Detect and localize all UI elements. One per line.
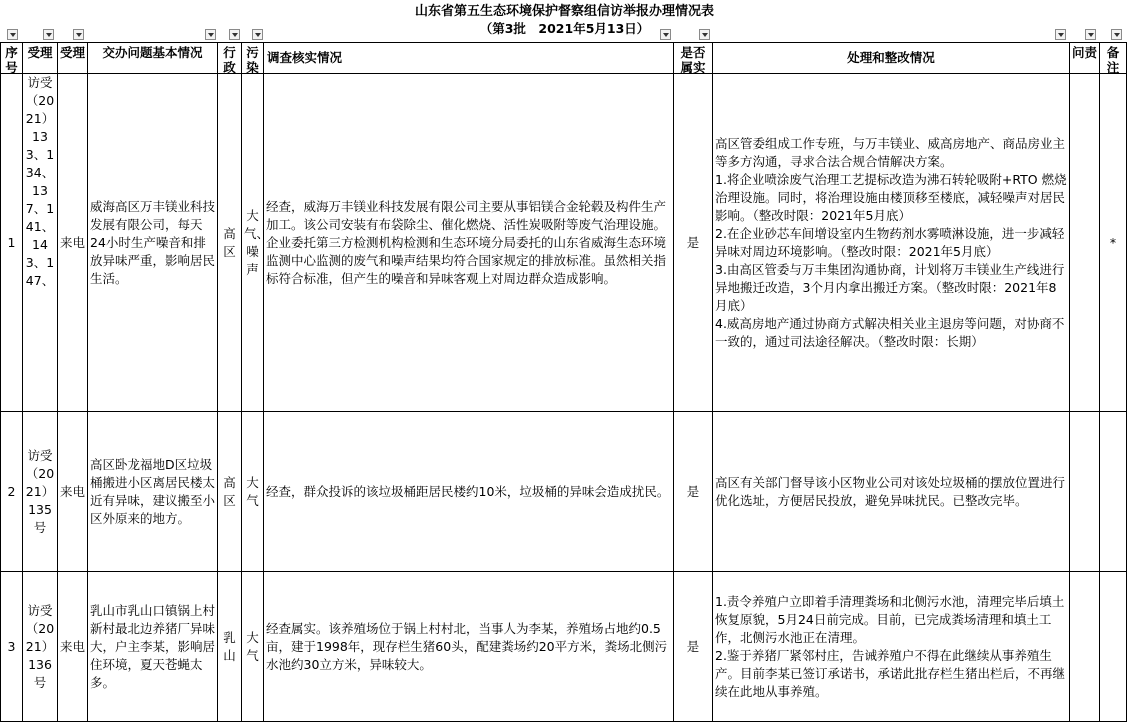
cell-verified: 是 [674,74,713,412]
handling-paragraph: 2.在企业砂芯车间增设室内生物药剂水雾喷淋设施，进一步减轻异味对周边环境影响。（整改时限：2021年5月底） [715,225,1065,259]
header-district: 行政 [218,43,242,74]
header-issue: 交办问题基本情况 [88,43,218,74]
report-table [0,42,1127,722]
handling-paragraph: 高区有关部门督导该小区物业公司对该处垃圾桶的摆放位置进行优化选址，方便居民投放，避免异味扰民。已整改完毕。 [715,474,1066,508]
cell-accept-type: 来电 [58,572,88,722]
cell-accept-no: 访受（2021）135号 [23,412,58,572]
cell-remarks [1100,572,1127,722]
cell-seq: 3 [1,572,23,722]
handling-paragraph: 3.由高区管委与万丰集团沟通协商，计划将万丰镁业生产线进行异地搬迁改造，3个月内拿出搬迁方案。（整改时限：2021年8月底） [715,261,1065,313]
cell-accept-no: 访受（2021）133、134、137、141、143、147、 [23,74,58,412]
cell-accountability [1070,572,1100,722]
cell-investigation: 经查属实。该养殖场位于锅上村村北，当事人为李某，养殖场占地约0.5亩，建于1998年，现存栏生猪60头，配建粪场约20平方米，粪场北侧污水池约30立方米，异味较大。 [264,572,674,722]
cell-accountability [1070,74,1100,412]
cell-district: 高区 [218,74,242,412]
filter-dropdown-icon[interactable] [43,29,54,40]
cell-accept-no: 访受（2021）136号 [23,572,58,722]
cell-verified: 是 [674,412,713,572]
cell-district: 乳山 [218,572,242,722]
handling-paragraph: 4.威高房地产通过协商方式解决相关业主退房等问题，对协商不一致的，通过司法途径解决。（整改时限：长期） [715,315,1065,349]
cell-seq: 1 [1,74,23,412]
table-row [1,412,1127,572]
filter-dropdown-icon[interactable] [252,29,263,40]
cell-accept-type: 来电 [58,74,88,412]
filter-dropdown-icon[interactable] [1085,29,1096,40]
document-subtitle: （第3批 2021年5月13日） [479,21,650,36]
document-title: 山东省第五生态环境保护督察组信访举报办理情况表 [414,4,714,19]
filter-dropdown-icon[interactable] [7,29,18,40]
cell-remarks: * [1100,74,1127,412]
table-row [1,572,1127,722]
header-investigation: 调查核实情况 [264,43,674,74]
handling-paragraph: 1.将企业喷涂废气治理工艺提标改造为沸石转轮吸附+RTO 燃烧治理设施。同时，将治理设施由楼顶移至楼底，减轻噪声对居民影响。（整改时限：2021年5月底） [715,171,1067,223]
table-row [1,74,1127,412]
filter-dropdown-icon[interactable] [73,29,84,40]
header-remarks: 备注 [1100,43,1127,74]
cell-verified: 是 [674,572,713,722]
cell-issue: 威海高区万丰镁业科技发展有限公司，每天24小时生产噪音和排放异味严重，影响居民生活。 [88,74,218,412]
cell-handling [713,74,1070,412]
handling-paragraph: 高区管委组成工作专班，与万丰镁业、威高房地产、商品房业主等多方沟通，寻求合法合规合情解决方案。 [715,135,1066,169]
cell-pollution: 大气 [242,412,264,572]
cell-seq: 2 [1,412,23,572]
cell-accountability [1070,412,1100,572]
cell-issue: 高区卧龙福地D区垃圾桶搬进小区离居民楼太近有异味，建议搬至小区外原来的地方。 [88,412,218,572]
handling-paragraph: 1.责令养殖户立即着手清理粪场和北侧污水池，清理完毕后填土恢复原貌，5月24日前完成。目前，已完成粪场清理和填土工作，北侧污水池正在清理。 [715,593,1065,645]
handling-paragraph: 2.鉴于养猪厂紧邻村庄，告诫养殖户不得在此继续从事养殖生产。目前李某已签订承诺书，承诺此批存栏生猪出栏后，不再继续在此地从事养殖。 [715,647,1066,699]
filter-dropdown-icon[interactable] [1055,29,1066,40]
header-accept-no: 受理 [23,43,58,74]
filter-dropdown-icon[interactable] [229,29,240,40]
cell-pollution: 大气 [242,572,264,722]
filter-dropdown-icon[interactable] [1111,29,1122,40]
filter-dropdown-icon[interactable] [699,29,710,40]
header-pollution: 污染 [242,43,264,74]
filter-dropdown-icon[interactable] [660,29,671,40]
cell-investigation: 经查，威海万丰镁业科技发展有限公司主要从事铝镁合金轮毂及构件生产加工。该公司安装有布袋除尘、催化燃烧、活性炭吸附等废气治理设施。企业委托第三方检测机构检测和生态环境分局委托的山东省威海生态环境监测中心监测的废气和噪声结果均符合国家规定的排放标准。虽然相关指标符合标准，但产生的噪音和异味客观上对周边群众造成影响。 [264,74,674,412]
header-row [1,43,1127,74]
header-accountability: 问责 [1070,43,1100,74]
header-verified: 是否属实 [674,43,713,74]
cell-investigation: 经查，群众投诉的该垃圾桶距居民楼约10米，垃圾桶的异味会造成扰民。 [264,412,674,572]
header-handling: 处理和整改情况 [713,43,1070,74]
cell-pollution: 大气、噪声 [242,74,264,412]
cell-district: 高区 [218,412,242,572]
cell-handling [713,572,1070,722]
header-accept-type: 受理 [58,43,88,74]
header-seq: 序号 [1,43,23,74]
cell-issue: 乳山市乳山口镇锅上村新村最北边养猪厂异味大，户主李某，影响居住环境，夏天苍蝇太多。 [88,572,218,722]
cell-accept-type: 来电 [58,412,88,572]
cell-remarks [1100,412,1127,572]
filter-dropdown-icon[interactable] [205,29,216,40]
cell-handling [713,412,1070,572]
